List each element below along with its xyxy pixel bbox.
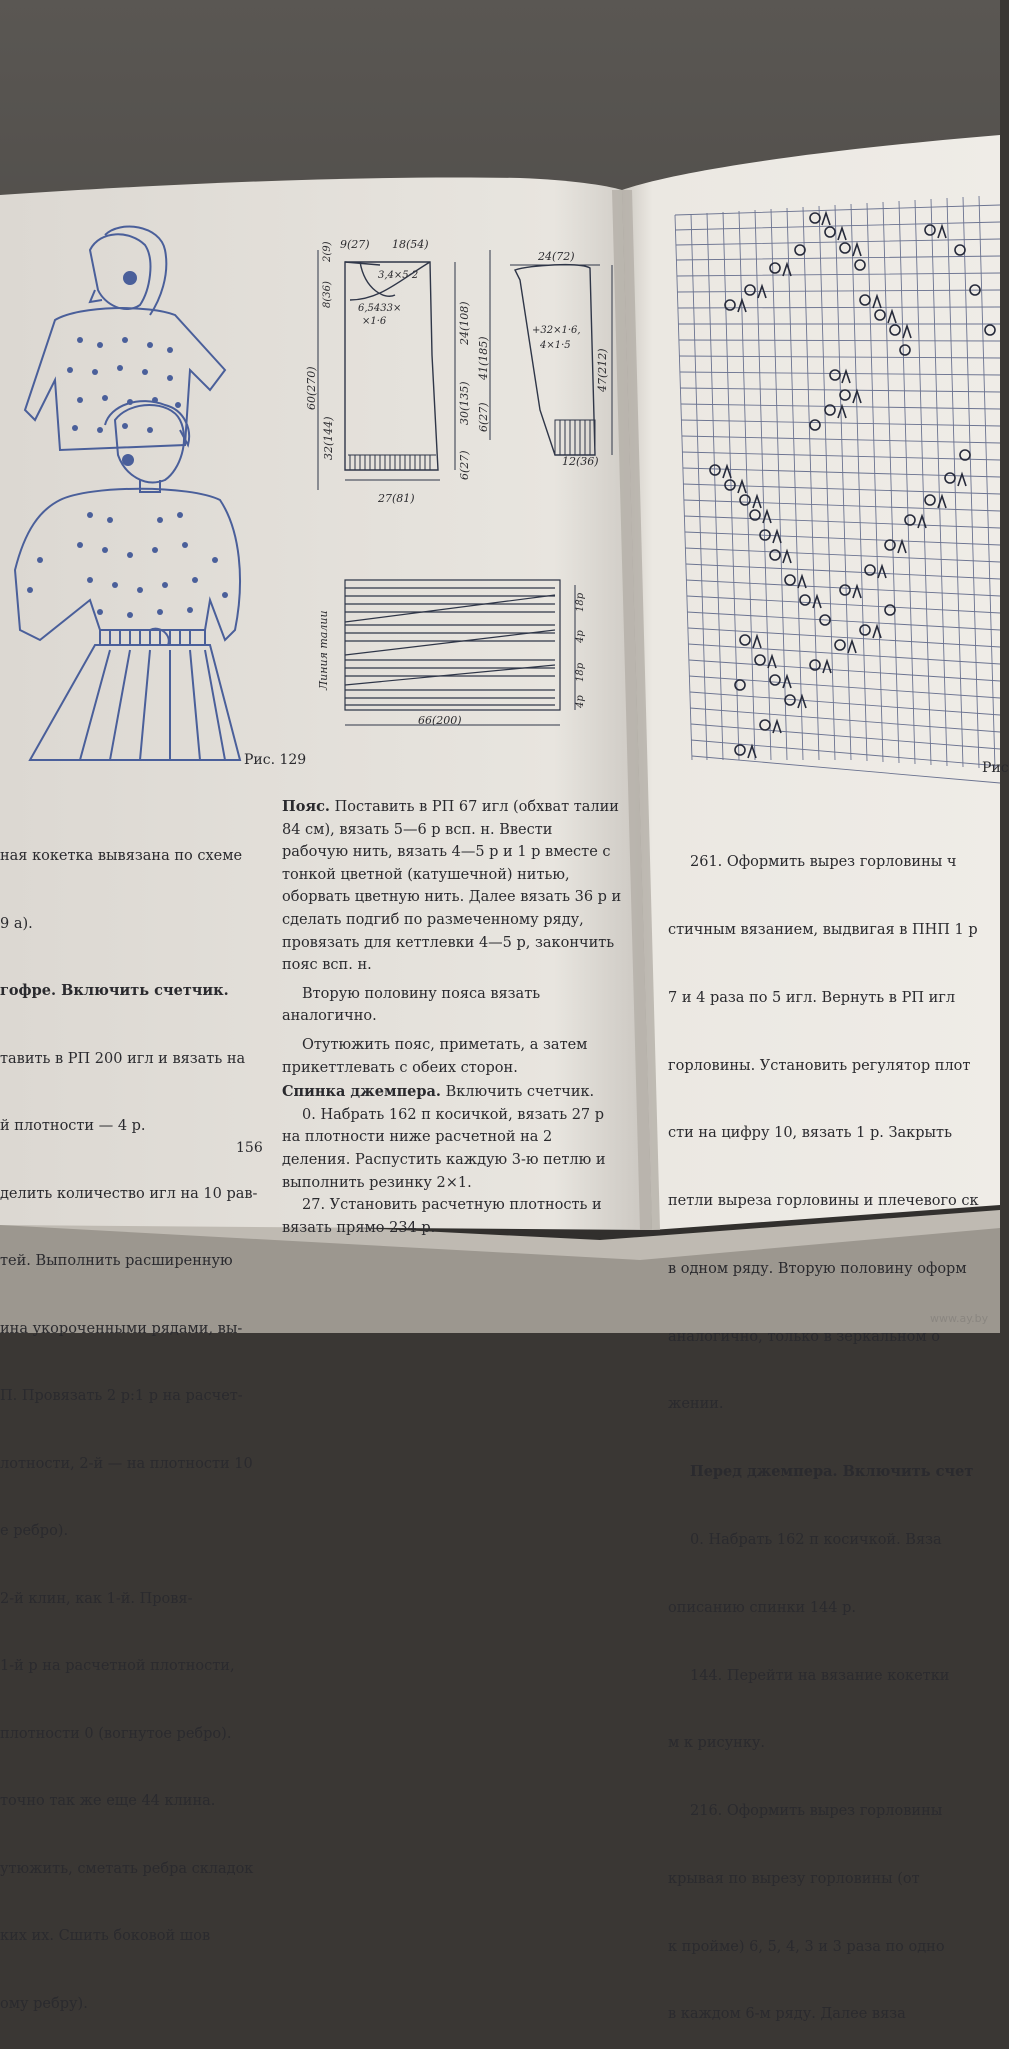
left-col-line: 9 а). (0, 915, 33, 932)
left-col-line: ная кокетка вывязана по схеме (0, 848, 243, 864)
left-col-line: плотности 0 (вогнутое ребро). (0, 1725, 232, 1742)
left-col-line: утюжить, сметать ребра складок (0, 1860, 254, 1877)
heading-belt: Пояс. (282, 798, 330, 815)
diagram-label-back-left-total: 60(270) (305, 366, 318, 410)
right-col-line: горловины. Установить регулятор плот (668, 1057, 971, 1074)
left-col-line: гофре. Включить счетчик. (0, 982, 229, 999)
diagram-label-sleeve-top: 24(72) (538, 250, 575, 263)
right-col-line: крывая по вырезу горловины (от (668, 1870, 920, 1887)
left-col-line: е ребро). (0, 1523, 69, 1539)
diagram-label-back-top-left: 9(27) (340, 238, 370, 251)
paragraph-text: Включить счетчик. (440, 1084, 595, 1101)
right-col-line: к пройме) 6, 5, 4, 3 и 3 раза по одно (668, 1938, 945, 1955)
right-col-line: в одном ряду. Вторую половину оформ (668, 1260, 967, 1277)
paragraph (282, 1104, 622, 1194)
right-col-line: м к рисунку. (668, 1735, 766, 1752)
diagram-label-back-right-upper: 24(108) (458, 301, 471, 345)
paragraph-text: 27. Установить расчетную плотность и вязать прямо 234 р. (282, 1197, 602, 1236)
diagram-label-sleeve-left: 41(185) (477, 336, 490, 380)
left-col-line: делить количество игл на 10 рав- (0, 1185, 258, 1202)
paragraph (282, 1034, 622, 1079)
left-col-line: П. Провязать 2 р:1 р на расчет- (0, 1388, 243, 1404)
paragraph-text: Поставить в РП 67 игл (обхват талии 84 см), вязать 5—6 р всп. н. Ввести рабочую нить, вязать 4—5 р и 1 р вместе с тонкой цветной (катушечной) нитью, оборвать цветную нить. Далее вязать 36 р и сделать подгиб по размеченному ряду, провязать для кеттлевки 4—5 р, закончить пояс всп. н. (282, 799, 622, 974)
paragraph-back (282, 1081, 622, 1104)
right-col-line: описанию спинки 144 р. (668, 1599, 857, 1616)
page-number: 156 (236, 1140, 263, 1156)
paragraph-belt (282, 796, 622, 977)
left-col-line: 2-й клин, как 1-й. Провя- (0, 1590, 193, 1607)
diagram-label-back-rib: 6(27) (458, 450, 471, 480)
diagram-label-back-armhole-b: 6,5433× (358, 303, 402, 314)
heading-back: Спинка джемпера. (282, 1083, 441, 1101)
diagram-label-back-right-lower: 30(135) (458, 381, 471, 425)
diagram-label-belt-bottom: 66(200) (418, 714, 462, 727)
right-col-line: петли выреза горловины и плечевого ск (668, 1193, 979, 1210)
right-col-line: в каждом 6-м ряду. Далее вяза (668, 2006, 906, 2023)
diagram-label-sleeve-inc-b: 4×1·5 (540, 340, 571, 351)
right-col-line: 144. Перейти на вязание кокетки (690, 1667, 950, 1684)
diagram-label-back-armhole-top: 3,4×5·2 (378, 270, 419, 281)
diagram-label-sleeve-cuff: 6(27) (477, 402, 490, 432)
right-col-line: 261. Оформить вырез горловины ч (690, 854, 957, 871)
diagram-label-belt-r2: 4р (575, 630, 586, 643)
diagram-label-back-bottom: 27(81) (378, 492, 415, 505)
diagram-label-belt-r1: 18р (575, 592, 586, 612)
paragraph-text: 0. Набрать 162 п косичкой, вязать 27 р на плотности ниже расчетной на 2 деления. Распустить каждую 3-ю петлю и выполнить резинку 2×1. (282, 1106, 606, 1191)
right-col-line: сти на цифру 10, вязать 1 р. Закрыть (668, 1125, 952, 1142)
right-col-line: жении. (668, 1396, 724, 1413)
paragraph (282, 1194, 622, 1239)
diagram-label-belt-r4: 4р (575, 695, 586, 708)
left-col-line: точно так же еще 44 клина. (0, 1793, 216, 1809)
diagram-label-back-left-small: 2(9) (322, 241, 333, 262)
right-col-line: 7 и 4 раза по 5 игл. Вернуть в РП игл (668, 989, 956, 1006)
right-col-line: аналогично, только в зеркальном о (668, 1328, 940, 1345)
right-column-text (668, 806, 1000, 2049)
left-col-line: ому ребру). (0, 1995, 88, 2012)
diagram-label-back-armhole-c: ×1·6 (362, 316, 387, 327)
paragraph-text: Вторую половину пояса вязать аналогично. (282, 985, 541, 1025)
right-col-line: 216. Оформить вырез горловины (690, 1803, 943, 1820)
left-col-line: тавить в РП 200 игл и вязать на (0, 1050, 246, 1067)
left-col-line: лотности, 2-й — на плотности 10 (0, 1455, 253, 1472)
left-col-line: й плотности — 4 р. (0, 1118, 146, 1134)
diagram-label-back-top-right: 18(54) (392, 238, 429, 251)
left-col-line: 1-й р на расчетной плотности, (0, 1658, 235, 1674)
left-column-text (0, 800, 265, 2038)
diagram-label-sleeve-inc-a: +32×1·6, (532, 325, 581, 336)
paragraph (282, 983, 622, 1028)
left-col-line: тей. Выполнить расширенную (0, 1253, 233, 1269)
right-figure-caption: Рис (982, 760, 1009, 776)
left-col-line: ких их. Сшить боковой шов (0, 1928, 211, 1944)
left-col-line: ина укороченными рядами, вы- (0, 1320, 243, 1337)
figure-caption: Рис. 129 (244, 752, 307, 768)
right-col-line: стичным вязанием, выдвигая в ПНП 1 р (668, 921, 978, 938)
right-col-line: 0. Набрать 162 п косичкой. Вяза (690, 1532, 942, 1548)
diagram-label-back-left-b: 8(36) (322, 281, 333, 308)
diagram-label-belt-side: Линия талии (317, 610, 330, 690)
paragraph-text: Отутюжить пояс, приметать, а затем прикеттлевать с обеих сторон. (282, 1036, 588, 1076)
diagram-label-back-left-mid: 32(144) (322, 416, 335, 460)
diagram-label-sleeve-bottom: 12(36) (562, 455, 599, 468)
watermark: www.ay.by (930, 1312, 989, 1325)
diagram-label-belt-r3: 18р (575, 662, 586, 682)
middle-column-text (282, 796, 622, 1239)
diagram-label-sleeve-right: 47(212) (596, 348, 609, 392)
right-col-line: Перед джемпера. Включить счет (690, 1463, 974, 1481)
